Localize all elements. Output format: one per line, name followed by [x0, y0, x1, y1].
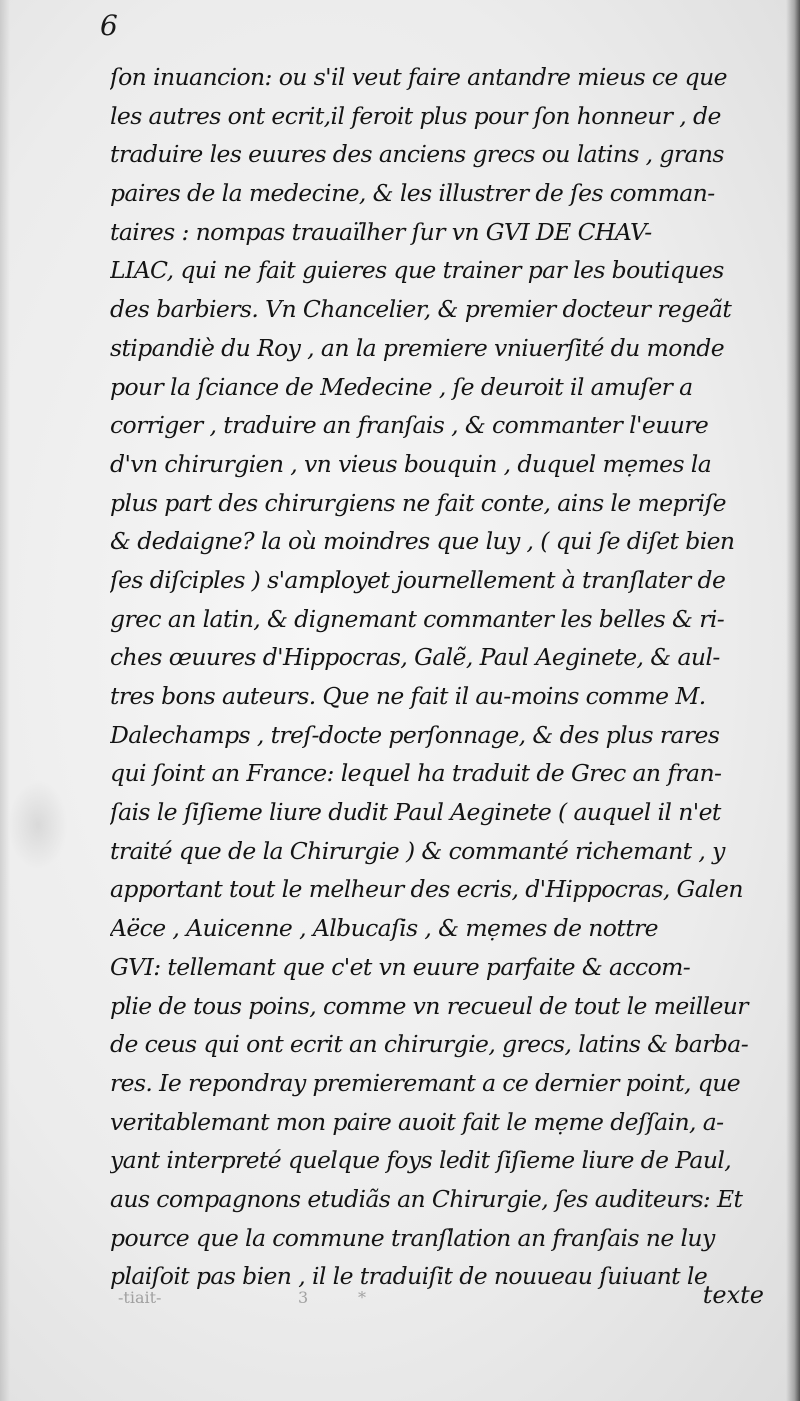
- gutter-shadow: [0, 0, 10, 1401]
- text-line: ſais le ſiſieme liure dudit Paul Aeginete ( auquel il n'et: [110, 798, 721, 827]
- text-line: grec an latin, & dignemant commanter les belles & ri-: [110, 604, 725, 633]
- text-line: ſes diſciples ) s'amployet journellement à tranſlater de: [110, 565, 726, 594]
- text-line: apportant tout le melheur des ecris, d'Hippocras, Galen: [110, 875, 743, 904]
- body-text: [110, 58, 762, 1296]
- text-line: traduire les euures des anciens grecs ou latins , grans: [110, 140, 724, 169]
- bleed-through-mark: 3: [298, 1288, 309, 1307]
- text-line: corriger , traduire an franſais , & commanter l'euure: [110, 411, 709, 440]
- page-edge-shadow: [786, 0, 800, 1401]
- catchword: texte: [702, 1281, 764, 1309]
- text-line: & dedaigne? la où moindres que luy , ( qui ſe diſet bien: [110, 527, 735, 556]
- text-line: pour la ſciance de Medecine , ſe deuroit il amuſer a: [110, 372, 693, 401]
- text-line: des barbiers. Vn Chancelier, & premier docteur regeãt: [110, 295, 732, 324]
- text-line: aus compagnons etudiãs an Chirurgie, ſes auditeurs: Et: [110, 1184, 743, 1213]
- bleed-through-mark: *: [358, 1288, 366, 1307]
- text-line: plie de tous poins, comme vn recueul de tout le meilleur: [110, 991, 748, 1020]
- text-line: res. Ie repondray premieremant a ce dernier point, que: [110, 1068, 741, 1097]
- text-line: traité que de la Chirurgie ) & commanté richemant , y: [110, 836, 725, 865]
- text-line: LIAC, qui ne fait guieres que trainer par les boutiques: [110, 256, 724, 285]
- text-line: plaiſoit pas bien , il le traduiſit de nouueau ſuiuant le: [110, 1262, 708, 1291]
- text-line: les autres ont ecrit,il feroit plus pour ſon honneur , de: [110, 101, 721, 130]
- text-line: Dalechamps , treſ-docte perſonnage, & des plus rares: [110, 720, 720, 749]
- text-line: plus part des chirurgiens ne fait conte, ains le mepriſe: [110, 488, 726, 517]
- text-line: ſon inuancion: ou s'il veut faire antandre mieus ce que: [110, 63, 727, 91]
- text-line: taires : nompas trauaïlher ſur vn GVI DE CHAV-: [110, 217, 652, 246]
- text-line: ches œuures d'Hippocras, Galẽ, Paul Aeginete, & aul-: [110, 643, 720, 672]
- page-number: 6: [100, 9, 118, 42]
- text-line: qui ſoint an France: lequel ha traduit de Grec an fran-: [110, 759, 722, 788]
- text-line: yant interpreté quelque foys ledit ſiſieme liure de Paul,: [110, 1146, 732, 1175]
- text-line: paires de la medecine, & les illustrer de ſes comman-: [110, 179, 715, 208]
- bleed-through-mark: -tiait-: [118, 1288, 162, 1307]
- text-line: pource que la commune tranſlation an franſais ne luy: [110, 1223, 715, 1252]
- text-line: GVI: tellemant que c'et vn euure parfaite & accom-: [110, 952, 691, 981]
- text-line: stipandiè du Roy , an la premiere vniuerſité du monde: [110, 333, 725, 362]
- bleed-through-stain: [8, 780, 68, 870]
- text-line: tres bons auteurs. Que ne fait il au-moins comme M.: [110, 682, 706, 710]
- text-line: Aëce , Auicenne , Albucaſis , & mẹmes de nottre: [110, 914, 658, 943]
- text-line: de ceus qui ont ecrit an chirurgie, grecs, latins & barba-: [110, 1030, 749, 1059]
- text-line: veritablemant mon paire auoit fait le mẹme deſſain, a-: [110, 1107, 724, 1136]
- text-line: d'vn chirurgien , vn vieus bouquin , duquel mẹmes la: [110, 449, 712, 478]
